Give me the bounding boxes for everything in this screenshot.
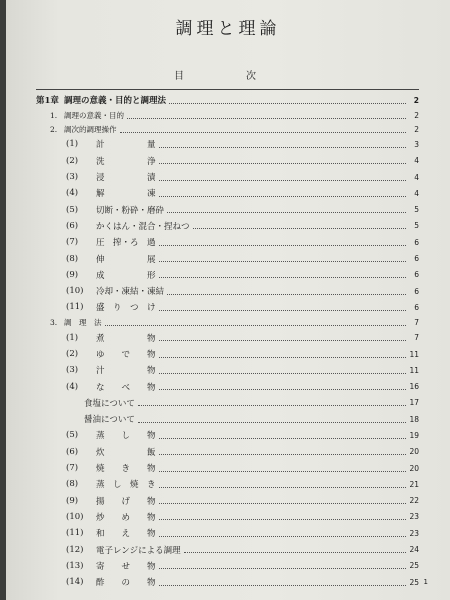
toc-entry-title: 寄 せ 物 [96, 561, 156, 572]
dot-leader [159, 373, 406, 374]
toc-entries [36, 92, 419, 590]
dot-leader [159, 454, 406, 455]
toc-entry-page: 6 [414, 254, 419, 264]
toc-entry[interactable] [36, 185, 419, 201]
dot-leader [120, 132, 407, 133]
toc-entry-page: 17 [409, 398, 419, 408]
toc-entry-title: 調理の意義・目的 [64, 110, 124, 120]
toc-entry-page: 4 [414, 188, 419, 198]
dot-leader [169, 103, 406, 104]
toc-entry[interactable] [36, 558, 419, 574]
dot-leader [184, 552, 406, 553]
toc-entry-number: (3) [66, 172, 79, 183]
toc-entry[interactable] [36, 378, 419, 394]
toc-entry-number: (11) [66, 302, 84, 313]
toc-entry[interactable] [36, 299, 419, 315]
toc-entry-page: 20 [409, 447, 419, 457]
toc-entry-page: 4 [414, 156, 419, 166]
toc-entry[interactable] [36, 201, 419, 217]
dot-leader [159, 245, 406, 246]
toc-entry[interactable] [36, 411, 419, 427]
toc-entry-page: 6 [414, 270, 419, 280]
toc-entry[interactable] [36, 122, 419, 136]
toc-entry[interactable] [36, 460, 419, 476]
dot-leader [159, 389, 406, 390]
dot-leader [159, 277, 406, 278]
toc-entry-number: (10) [66, 286, 84, 297]
toc-entry-number: (8) [66, 479, 79, 490]
toc-entry-number: (6) [66, 220, 79, 231]
toc-entry-number: (2) [66, 155, 79, 166]
toc-entry-number: (14) [66, 577, 84, 588]
toc-entry[interactable] [36, 108, 419, 122]
dot-leader [193, 228, 406, 229]
toc-entry-title: 酢 の 物 [96, 578, 156, 589]
toc-entry[interactable] [36, 493, 419, 509]
toc-entry-number: (8) [66, 253, 79, 264]
toc-entry-page: 2 [414, 110, 419, 120]
toc-entry-page: 25 [409, 577, 419, 587]
toc-entry-page: 4 [414, 172, 419, 182]
toc-entry-title: 焼 き 物 [96, 464, 156, 475]
toc-entry-number: (10) [66, 511, 84, 522]
toc-entry[interactable] [36, 250, 419, 266]
toc-entry[interactable] [36, 525, 419, 541]
toc-entry-title: 煮 物 [96, 333, 156, 344]
dot-leader [127, 118, 406, 119]
toc-entry-title: 盛 り つ け [96, 303, 156, 314]
toc-entry-title: 切断・粉砕・磨砕 [96, 205, 165, 216]
dot-leader [159, 471, 406, 472]
toc-entry-number: (7) [66, 237, 79, 248]
toc-entry-title: 炒 め 物 [96, 512, 156, 523]
toc-entry-number: (6) [66, 446, 79, 457]
toc-entry-page: 5 [414, 205, 419, 215]
toc-entry-page: 7 [414, 318, 419, 328]
toc-entry-page: 16 [409, 382, 419, 392]
toc-entry-number: (11) [66, 528, 84, 539]
toc-entry-page: 24 [409, 545, 419, 555]
toc-entry[interactable] [36, 267, 419, 283]
book-title: 調理と理論 [175, 19, 281, 39]
toc-entry-page: 2 [413, 95, 419, 105]
toc-entry-title: ゆ で 物 [96, 350, 156, 360]
dot-leader [159, 536, 406, 537]
toc-entry-number: 1. [50, 110, 58, 120]
toc-entry[interactable] [36, 316, 419, 330]
toc-entry-title: 揚 げ 物 [96, 496, 156, 507]
toc-entry-page: 11 [409, 349, 419, 359]
toc-entry-page: 2 [414, 124, 419, 134]
toc-entry-title: 圧 搾・ろ 過 [96, 238, 156, 249]
toc-entry-page: 19 [409, 430, 419, 440]
toc-entry-page: 21 [409, 479, 419, 489]
toc-entry-number: (9) [66, 269, 79, 280]
dot-leader [159, 519, 406, 520]
dot-leader [159, 180, 406, 181]
dot-leader [159, 585, 406, 586]
toc-entry[interactable] [36, 541, 419, 557]
toc-entry-title: 汁 物 [96, 366, 156, 377]
toc-entry-number: 3. [50, 318, 58, 328]
dot-leader [159, 487, 406, 488]
toc-entry[interactable] [36, 444, 419, 460]
toc-entry-title: 浸 漬 [96, 173, 156, 184]
toc-entry-title: 蒸 し 焼 き [96, 480, 156, 491]
toc-entry-page: 6 [414, 302, 419, 312]
toc-entry-page: 18 [409, 414, 419, 424]
dot-leader [159, 310, 406, 311]
toc-entry-number: (7) [66, 463, 79, 474]
toc-entry[interactable] [36, 92, 419, 108]
dot-leader [159, 340, 406, 341]
dot-leader [159, 163, 406, 164]
toc-entry-number: 第1章 [36, 96, 59, 107]
toc-entry[interactable] [36, 395, 419, 411]
toc-entry-number: (2) [66, 349, 79, 359]
toc-entry-title: かくはん・混合・捏ねつ [96, 221, 190, 232]
dot-leader [159, 568, 406, 569]
toc-entry[interactable] [36, 169, 419, 185]
dot-leader [159, 438, 406, 439]
toc-entry[interactable] [36, 346, 419, 362]
toc-entry-title: 計 量 [96, 140, 156, 151]
toc-entry-page: 22 [409, 496, 419, 506]
toc-entry-page: 20 [409, 463, 419, 473]
toc-entry[interactable] [36, 427, 419, 443]
dot-leader [138, 405, 406, 406]
toc-entry-page: 5 [414, 221, 419, 231]
toc-top-rule [36, 89, 419, 90]
toc-entry[interactable] [36, 218, 419, 234]
toc-entry-title: 伸 展 [96, 254, 156, 265]
toc-entry-title: 調理の意義・目的と調理法 [64, 96, 167, 107]
toc-entry-number: (3) [66, 365, 79, 376]
toc-entry-number: (5) [66, 430, 79, 441]
toc-entry-title: 醤油について [84, 415, 135, 426]
toc-entry-title: 洗 浄 [96, 156, 156, 167]
dot-leader [159, 196, 406, 197]
table-of-contents [36, 89, 419, 590]
dot-leader [167, 294, 406, 295]
toc-entry-page: 6 [414, 237, 419, 247]
toc-entry[interactable] [36, 476, 419, 492]
toc-entry-page: 23 [409, 528, 419, 538]
toc-entry[interactable] [36, 362, 419, 378]
toc-entry-page: 7 [414, 333, 419, 343]
toc-entry[interactable] [36, 330, 419, 346]
toc-entry-page: 6 [414, 286, 419, 296]
toc-entry[interactable] [36, 283, 419, 299]
toc-entry-title: 電子レンジによる調理 [96, 545, 181, 556]
toc-entry[interactable] [36, 234, 419, 250]
dot-leader [159, 357, 406, 358]
toc-entry-page: 23 [409, 512, 419, 522]
page-number: 1 [423, 578, 428, 586]
toc-entry-page: 25 [409, 561, 419, 571]
toc-entry-number: (1) [66, 332, 79, 343]
dot-leader [105, 325, 407, 326]
toc-entry-page: 3 [414, 139, 419, 149]
toc-entry-title: 調 理 法 [64, 318, 102, 328]
dot-leader [159, 261, 406, 262]
toc-entry-number: (9) [66, 495, 79, 506]
toc-entry-title: 冷却・凍結・凍結 [96, 287, 165, 298]
toc-entry[interactable] [36, 574, 419, 590]
dot-leader [159, 503, 406, 504]
book-page [6, 0, 450, 600]
toc-entry-title: 調次的調理操作 [64, 124, 117, 134]
toc-entry-title: 食塩について [84, 398, 135, 409]
toc-heading: 目 次 [174, 71, 282, 82]
toc-entry-title: な べ 物 [96, 382, 156, 393]
toc-entry-number: (12) [66, 544, 84, 555]
dot-leader [159, 147, 406, 148]
toc-entry-number: (1) [66, 139, 79, 150]
toc-entry[interactable] [36, 136, 419, 152]
toc-entry[interactable] [36, 509, 419, 525]
toc-entry[interactable] [36, 153, 419, 169]
toc-entry-title: 和 え 物 [96, 529, 156, 540]
toc-entry-title: 成 形 [96, 270, 156, 281]
toc-entry-number: (4) [66, 188, 79, 199]
dot-leader [138, 422, 406, 423]
toc-entry-number: (5) [66, 204, 79, 215]
toc-entry-page: 11 [409, 365, 419, 375]
toc-entry-title: 蒸 し 物 [96, 431, 156, 442]
toc-entry-number: (13) [66, 560, 84, 571]
dot-leader [167, 212, 406, 213]
toc-entry-number: (4) [66, 381, 79, 392]
toc-entry-number: 2. [50, 124, 58, 134]
toc-entry-title: 解 凍 [96, 189, 156, 200]
toc-entry-title: 炊 飯 [96, 447, 156, 458]
